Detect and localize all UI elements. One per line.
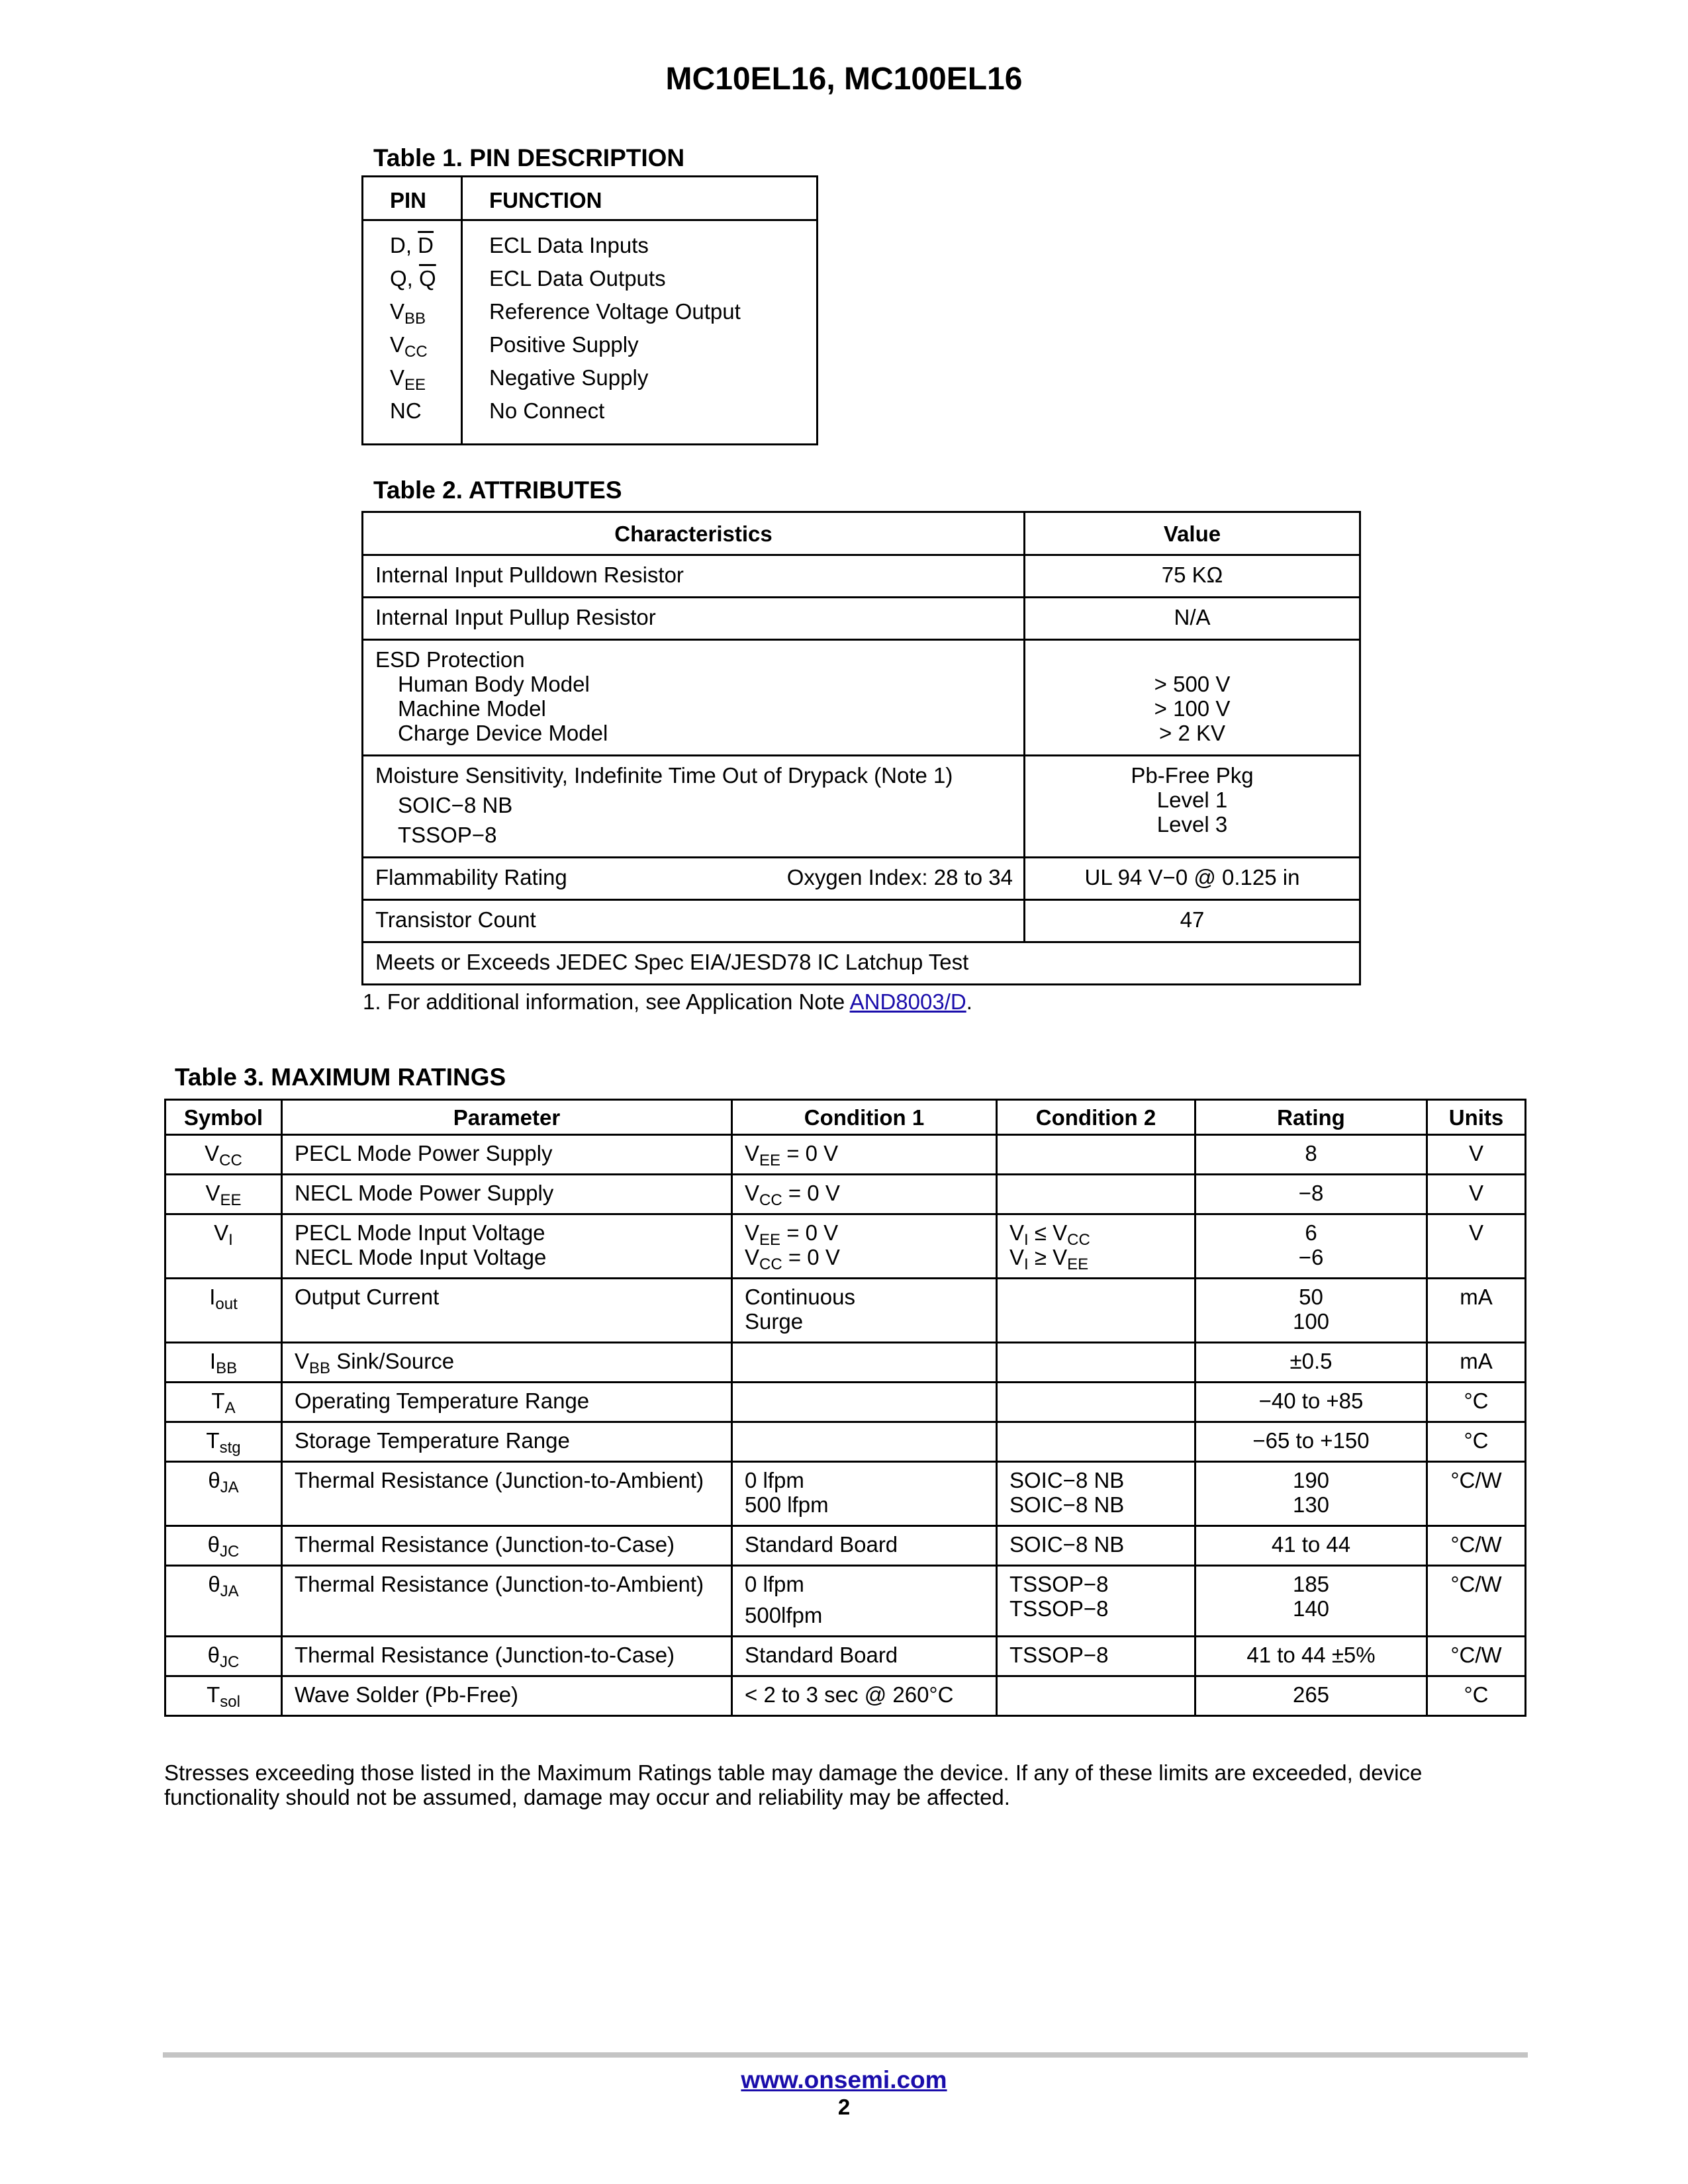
rating-cell: 41 to 44 ±5% [1196, 1637, 1427, 1676]
table-row [363, 361, 818, 394]
footnote: 1. For additional information, see Application Note AND8003/D. [363, 989, 972, 1014]
attribute-value: UL 94 V−0 @ 0.125 in [1025, 858, 1360, 900]
function-cell: Negative Supply [489, 365, 649, 390]
pin-cell: $V_{BB}$ [363, 295, 462, 328]
symbol-cell: $\theta_{JA}$ [165, 1462, 282, 1526]
condition1-cell: Standard Board [732, 1637, 997, 1676]
pin-cell: $V_{CC}$ [363, 328, 462, 361]
attribute-label: ESD Protection Human Body Model Machine Model Charge Device Model [363, 640, 1025, 756]
parameter-cell: Thermal Resistance (Junction-to-Case) [282, 1637, 732, 1676]
attribute-label: Flammability Rating Oxygen Index: 28 to 34 [363, 858, 1025, 900]
table-header-row [363, 512, 1360, 555]
units-cell: °C/W [1427, 1637, 1526, 1676]
condition2-cell [997, 1383, 1196, 1422]
pin-cell: D, $\overline{D}$ [363, 220, 462, 263]
parameter-cell: Storage Temperature Range [282, 1422, 732, 1462]
condition2-cell [997, 1676, 1196, 1716]
header-units: Units [1427, 1100, 1526, 1135]
table1-caption: Table 1. PIN DESCRIPTION [373, 144, 685, 171]
table-row [165, 1526, 1526, 1566]
rating-cell: 50 100 [1196, 1279, 1427, 1343]
header-pin: PIN [363, 177, 462, 220]
condition2-cell: TSSOP−8 [997, 1637, 1196, 1676]
header-value: Value [1025, 512, 1360, 555]
table-row [165, 1676, 1526, 1716]
table2-caption: Table 2. ATTRIBUTES [373, 477, 622, 504]
rating-cell: 8 [1196, 1135, 1427, 1175]
condition1-cell: $V_{EE} = 0$ V [732, 1135, 997, 1175]
units-cell: °C [1427, 1383, 1526, 1422]
condition2-cell: $V_I \le V_{CC}$ $V_I \ge V_{EE}$ [997, 1214, 1196, 1279]
condition1-cell: < 2 to 3 sec @ 260°C [732, 1676, 997, 1716]
maximum-ratings-table [164, 1099, 1526, 1717]
header-function: FUNCTION [462, 177, 818, 220]
parameter-cell: Wave Solder (Pb-Free) [282, 1676, 732, 1716]
table-row [363, 394, 818, 445]
condition1-cell: Standard Board [732, 1526, 997, 1566]
units-cell: mA [1427, 1279, 1526, 1343]
symbol-cell: $T_{sol}$ [165, 1676, 282, 1716]
parameter-cell: PECL Mode Power Supply [282, 1135, 732, 1175]
pin-cell: Q, $\overline{Q}$ [363, 262, 462, 295]
table-row [165, 1637, 1526, 1676]
units-cell: °C [1427, 1422, 1526, 1462]
table-row [165, 1175, 1526, 1214]
condition1-cell: 0 lfpm 500 lfpm [732, 1462, 997, 1526]
symbol-cell: $\theta_{JC}$ [165, 1637, 282, 1676]
header-rating: Rating [1196, 1100, 1427, 1135]
header-symbol: Symbol [165, 1100, 282, 1135]
condition1-cell: Continuous Surge [732, 1279, 997, 1343]
function-cell: Reference Voltage Output [489, 299, 741, 324]
symbol-cell: $\theta_{JA}$ [165, 1566, 282, 1637]
rating-cell: −65 to +150 [1196, 1422, 1427, 1462]
condition2-cell: SOIC−8 NB [997, 1526, 1196, 1566]
symbol-cell: $I_{out}$ [165, 1279, 282, 1343]
attribute-value: 47 [1025, 900, 1360, 942]
condition1-cell [732, 1383, 997, 1422]
table-row [165, 1214, 1526, 1279]
function-cell: ECL Data Inputs [489, 233, 649, 257]
units-cell: V [1427, 1175, 1526, 1214]
table-row [363, 640, 1360, 756]
attribute-value: Pb-Free Pkg Level 1 Level 3 [1025, 756, 1360, 858]
parameter-cell: Thermal Resistance (Junction-to-Ambient) [282, 1566, 732, 1637]
app-note-link[interactable]: AND8003/D [849, 989, 966, 1014]
table-row [363, 942, 1360, 985]
rating-cell: 185 140 [1196, 1566, 1427, 1637]
condition2-cell [997, 1422, 1196, 1462]
parameter-cell: Thermal Resistance (Junction-to-Ambient) [282, 1462, 732, 1526]
table-row [363, 555, 1360, 598]
rating-cell: 6 −6 [1196, 1214, 1427, 1279]
table-row [165, 1383, 1526, 1422]
symbol-cell: $V_{CC}$ [165, 1135, 282, 1175]
pin-cell: $V_{EE}$ [363, 361, 462, 394]
condition2-cell [997, 1135, 1196, 1175]
function-cell: No Connect [489, 398, 605, 423]
table-row [165, 1279, 1526, 1343]
website-link[interactable]: www.onsemi.com [741, 2066, 947, 2093]
condition1-cell [732, 1343, 997, 1383]
header-parameter: Parameter [282, 1100, 732, 1135]
latchup-note: Meets or Exceeds JEDEC Spec EIA/JESD78 IC Latchup Test [363, 942, 1360, 985]
symbol-cell: $V_I$ [165, 1214, 282, 1279]
table-row [363, 598, 1360, 640]
condition1-cell: $V_{EE} = 0$ V $V_{CC} = 0$ V [732, 1214, 997, 1279]
table-row [363, 756, 1360, 858]
header-condition2: Condition 2 [997, 1100, 1196, 1135]
parameter-cell: Output Current [282, 1279, 732, 1343]
attribute-label: Internal Input Pulldown Resistor [363, 555, 1025, 598]
table-row [363, 858, 1360, 900]
attribute-label: Transistor Count [363, 900, 1025, 942]
units-cell: V [1427, 1135, 1526, 1175]
condition2-cell: TSSOP−8 TSSOP−8 [997, 1566, 1196, 1637]
units-cell: °C/W [1427, 1462, 1526, 1526]
symbol-cell: $T_{stg}$ [165, 1422, 282, 1462]
condition2-cell [997, 1279, 1196, 1343]
attribute-value: N/A [1025, 598, 1360, 640]
table-header-row [165, 1100, 1526, 1135]
symbol-cell: $V_{EE}$ [165, 1175, 282, 1214]
condition1-cell [732, 1422, 997, 1462]
header-characteristics: Characteristics [363, 512, 1025, 555]
parameter-cell: $V_{BB}$ Sink/Source [282, 1343, 732, 1383]
table-row [363, 220, 818, 263]
table-row [165, 1343, 1526, 1383]
symbol-cell: $I_{BB}$ [165, 1343, 282, 1383]
units-cell: °C/W [1427, 1566, 1526, 1637]
rating-cell: 265 [1196, 1676, 1427, 1716]
parameter-cell: Operating Temperature Range [282, 1383, 732, 1422]
symbol-cell: $\theta_{JC}$ [165, 1526, 282, 1566]
rating-cell: −8 [1196, 1175, 1427, 1214]
units-cell: V [1427, 1214, 1526, 1279]
table-row [165, 1422, 1526, 1462]
units-cell: mA [1427, 1343, 1526, 1383]
pin-cell: NC [363, 394, 462, 445]
parameter-cell: PECL Mode Input Voltage NECL Mode Input Voltage [282, 1214, 732, 1279]
parameter-cell: Thermal Resistance (Junction-to-Case) [282, 1526, 732, 1566]
attribute-value: 75 KΩ [1025, 555, 1360, 598]
pin-description-table [361, 175, 818, 445]
attribute-label: Internal Input Pullup Resistor [363, 598, 1025, 640]
table-row [363, 262, 818, 295]
symbol-cell: $T_A$ [165, 1383, 282, 1422]
table-row [363, 295, 818, 328]
rating-cell: ±0.5 [1196, 1343, 1427, 1383]
condition2-cell [997, 1175, 1196, 1214]
parameter-cell: NECL Mode Power Supply [282, 1175, 732, 1214]
table3-caption: Table 3. MAXIMUM RATINGS [175, 1064, 506, 1091]
table-row [363, 328, 818, 361]
attribute-value: > 500 V > 100 V > 2 KV [1025, 640, 1360, 756]
attributes-table [361, 511, 1361, 985]
footer-url [0, 2066, 1688, 2094]
condition1-cell: $V_{CC} = 0$ V [732, 1175, 997, 1214]
table-row [165, 1135, 1526, 1175]
units-cell: °C [1427, 1676, 1526, 1716]
units-cell: °C/W [1427, 1526, 1526, 1566]
rating-cell: 190 130 [1196, 1462, 1427, 1526]
condition2-cell [997, 1343, 1196, 1383]
function-cell: Positive Supply [489, 332, 639, 357]
attribute-label: Moisture Sensitivity, Indefinite Time Out of Drypack (Note 1) SOIC−8 NB TSSOP−8 [363, 756, 1025, 858]
page-title: MC10EL16, MC100EL16 [665, 62, 1023, 97]
condition2-cell: SOIC−8 NB SOIC−8 NB [997, 1462, 1196, 1526]
rating-cell: 41 to 44 [1196, 1526, 1427, 1566]
rating-cell: −40 to +85 [1196, 1383, 1427, 1422]
table-row [165, 1462, 1526, 1526]
table-header-row [363, 177, 818, 220]
footer-divider [163, 2052, 1528, 2058]
table-row [165, 1566, 1526, 1637]
table-row [363, 900, 1360, 942]
page-number: 2 [837, 2095, 851, 2119]
header-condition1: Condition 1 [732, 1100, 997, 1135]
function-cell: ECL Data Outputs [489, 266, 666, 291]
condition1-cell: 0 lfpm 500lfpm [732, 1566, 997, 1637]
stress-disclaimer: Stresses exceeding those listed in the Maximum Ratings table may damage the device. If any of these limits are exceeded, device functionality should not be assumed, damage may occur and reliability may be affected. [164, 1760, 1423, 1809]
